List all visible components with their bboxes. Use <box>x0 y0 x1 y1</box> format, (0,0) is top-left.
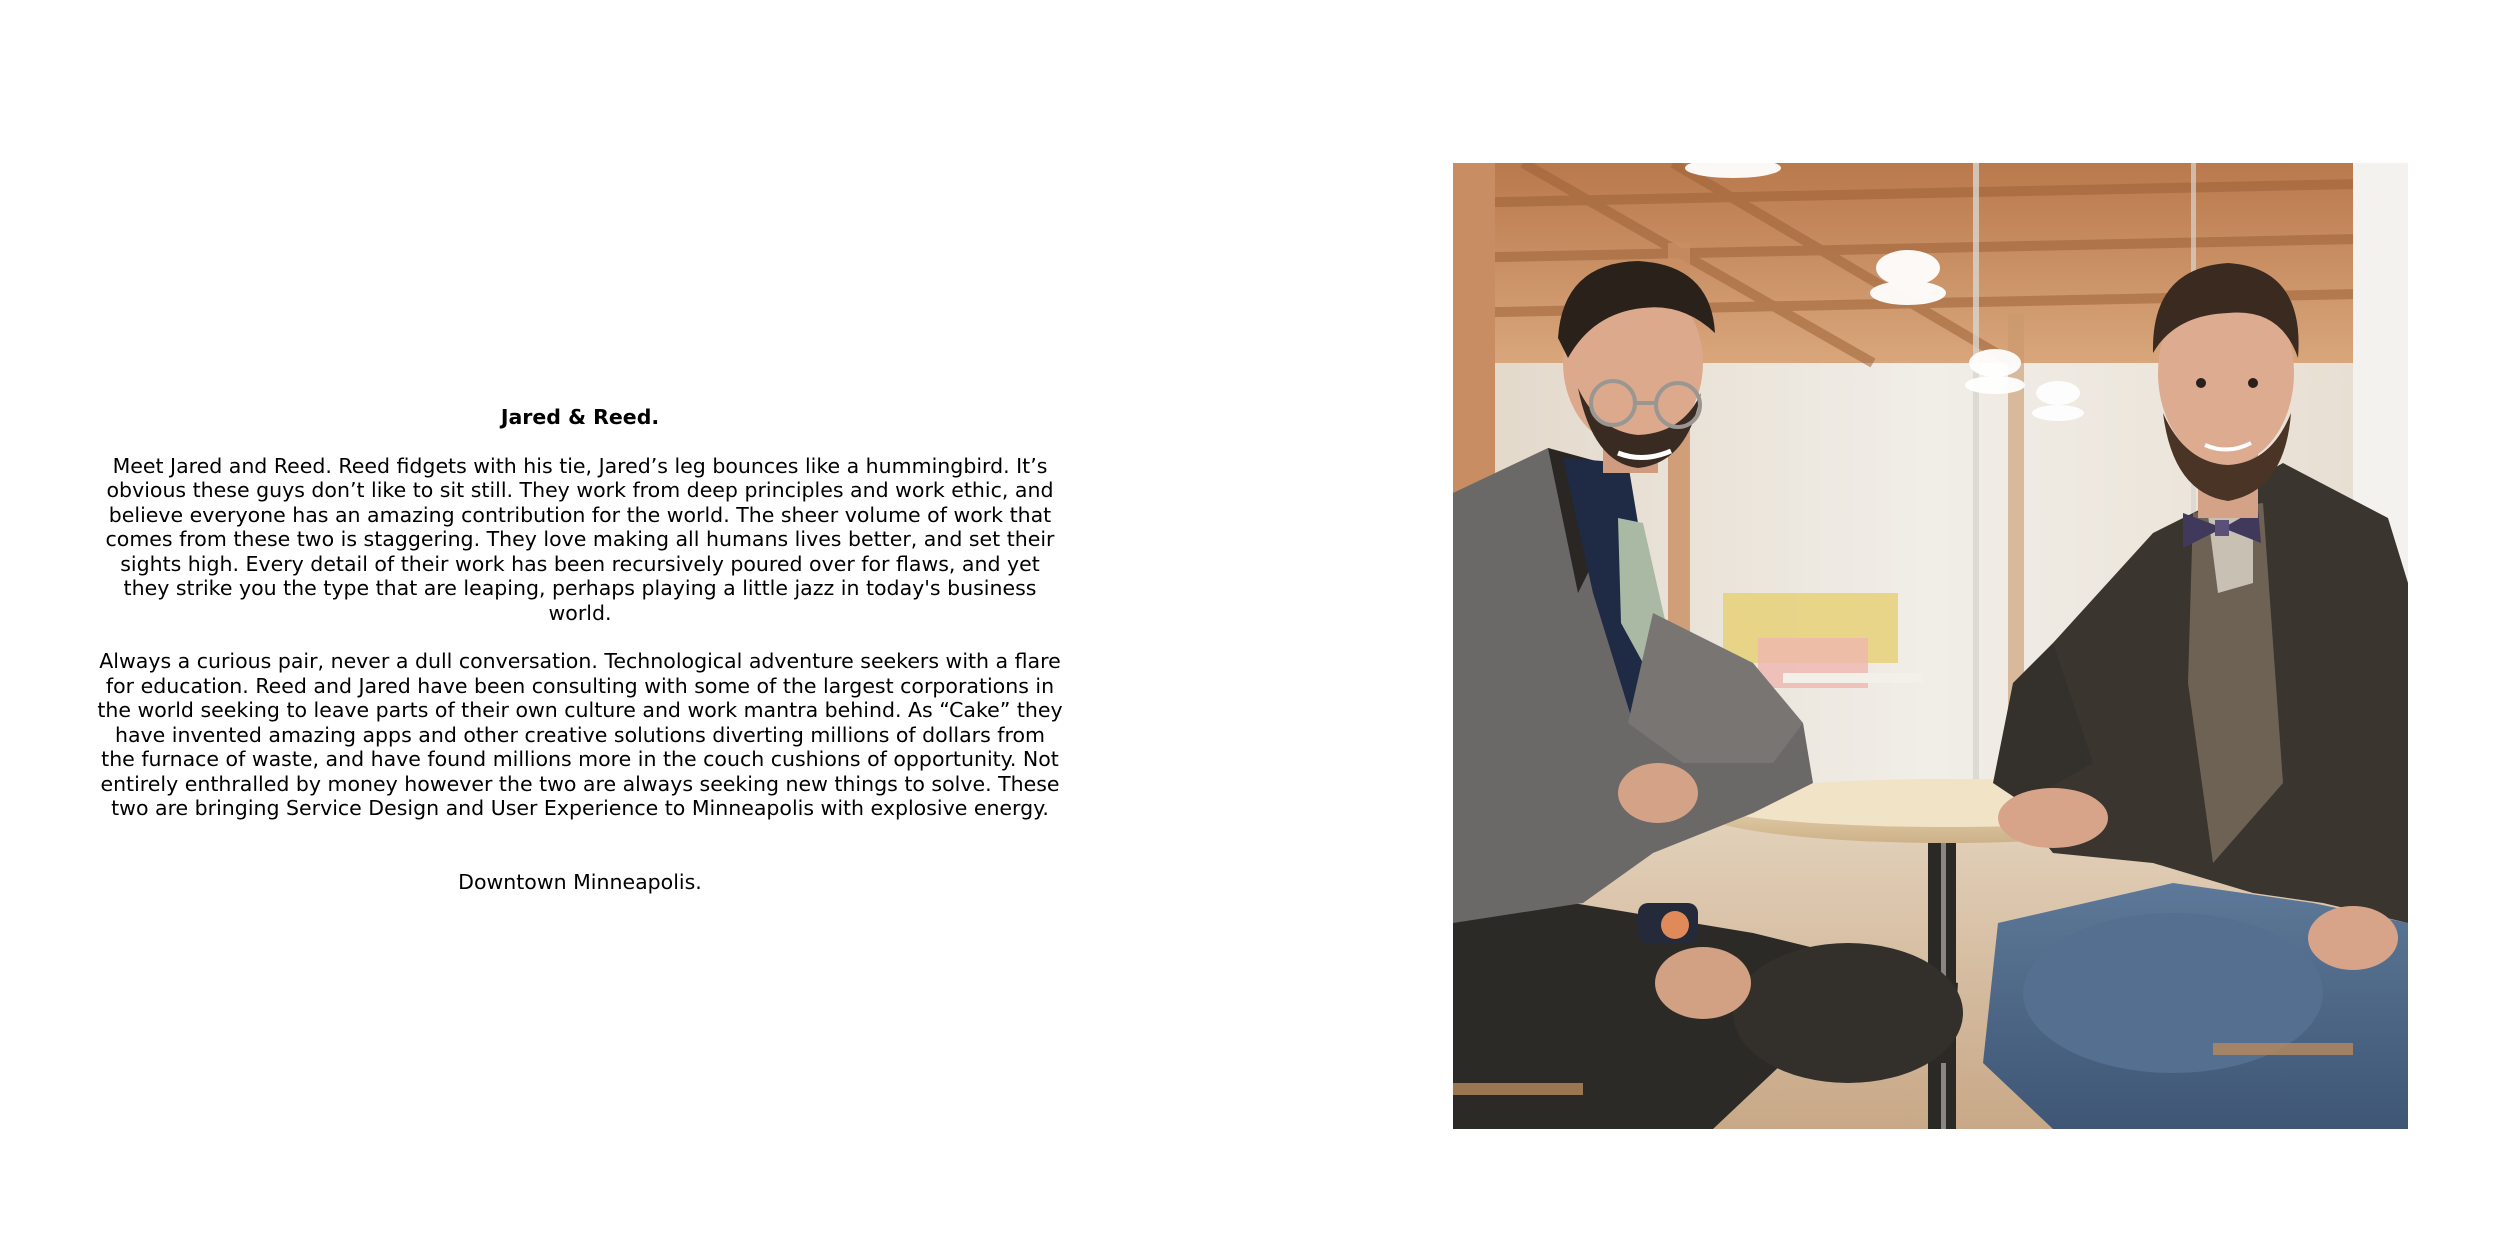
glass-divider <box>1973 163 1979 823</box>
article-heading: Jared & Reed. <box>500 405 660 429</box>
pillar <box>2008 313 2024 733</box>
left-stool <box>1453 1083 1583 1095</box>
portrait-photo <box>1453 163 2408 1129</box>
background-table <box>1783 673 1923 683</box>
article-paragraph-1: Meet Jared and Reed. Reed fidgets with his tie, Jared’s leg bounces like a hummingbird. It’s obvious these guys don’t like to sit still. They work from deep principles and work ethic, and believe everyone has an amazing contribution for the world. The sheer volume of work that comes from these two is staggering. They love making all humans lives better, and set their sights high. Every detail of their work has been recursively poured over for flaws, and yet they strike you the type that are leaping, perhaps playing a little jazz in today's business world. <box>105 453 1055 625</box>
article-paragraph-2: Always a curious pair, never a dull conversation. Technological adventure seekers with a flare for education. Reed and Jared have been consulting with some of the largest corporations in the world seeking to leave parts of their own culture and work mantra behind. As “Cake” they have invented amazing apps and other creative solutions diverting millions of dollars from the furnace of waste, and have found millions more in the couch cushions of opportunity. Not entirely enthralled by money however the two are always seeking new things to solve. These two are bringing Service Design and User Experience to Minneapolis with explosive energy. <box>97 649 1063 820</box>
portrait-photo-illustration <box>1453 163 2408 1129</box>
article-location: Downtown Minneapolis. <box>458 869 702 894</box>
right-stool <box>2213 1043 2353 1055</box>
article-text-column <box>95 405 1065 894</box>
